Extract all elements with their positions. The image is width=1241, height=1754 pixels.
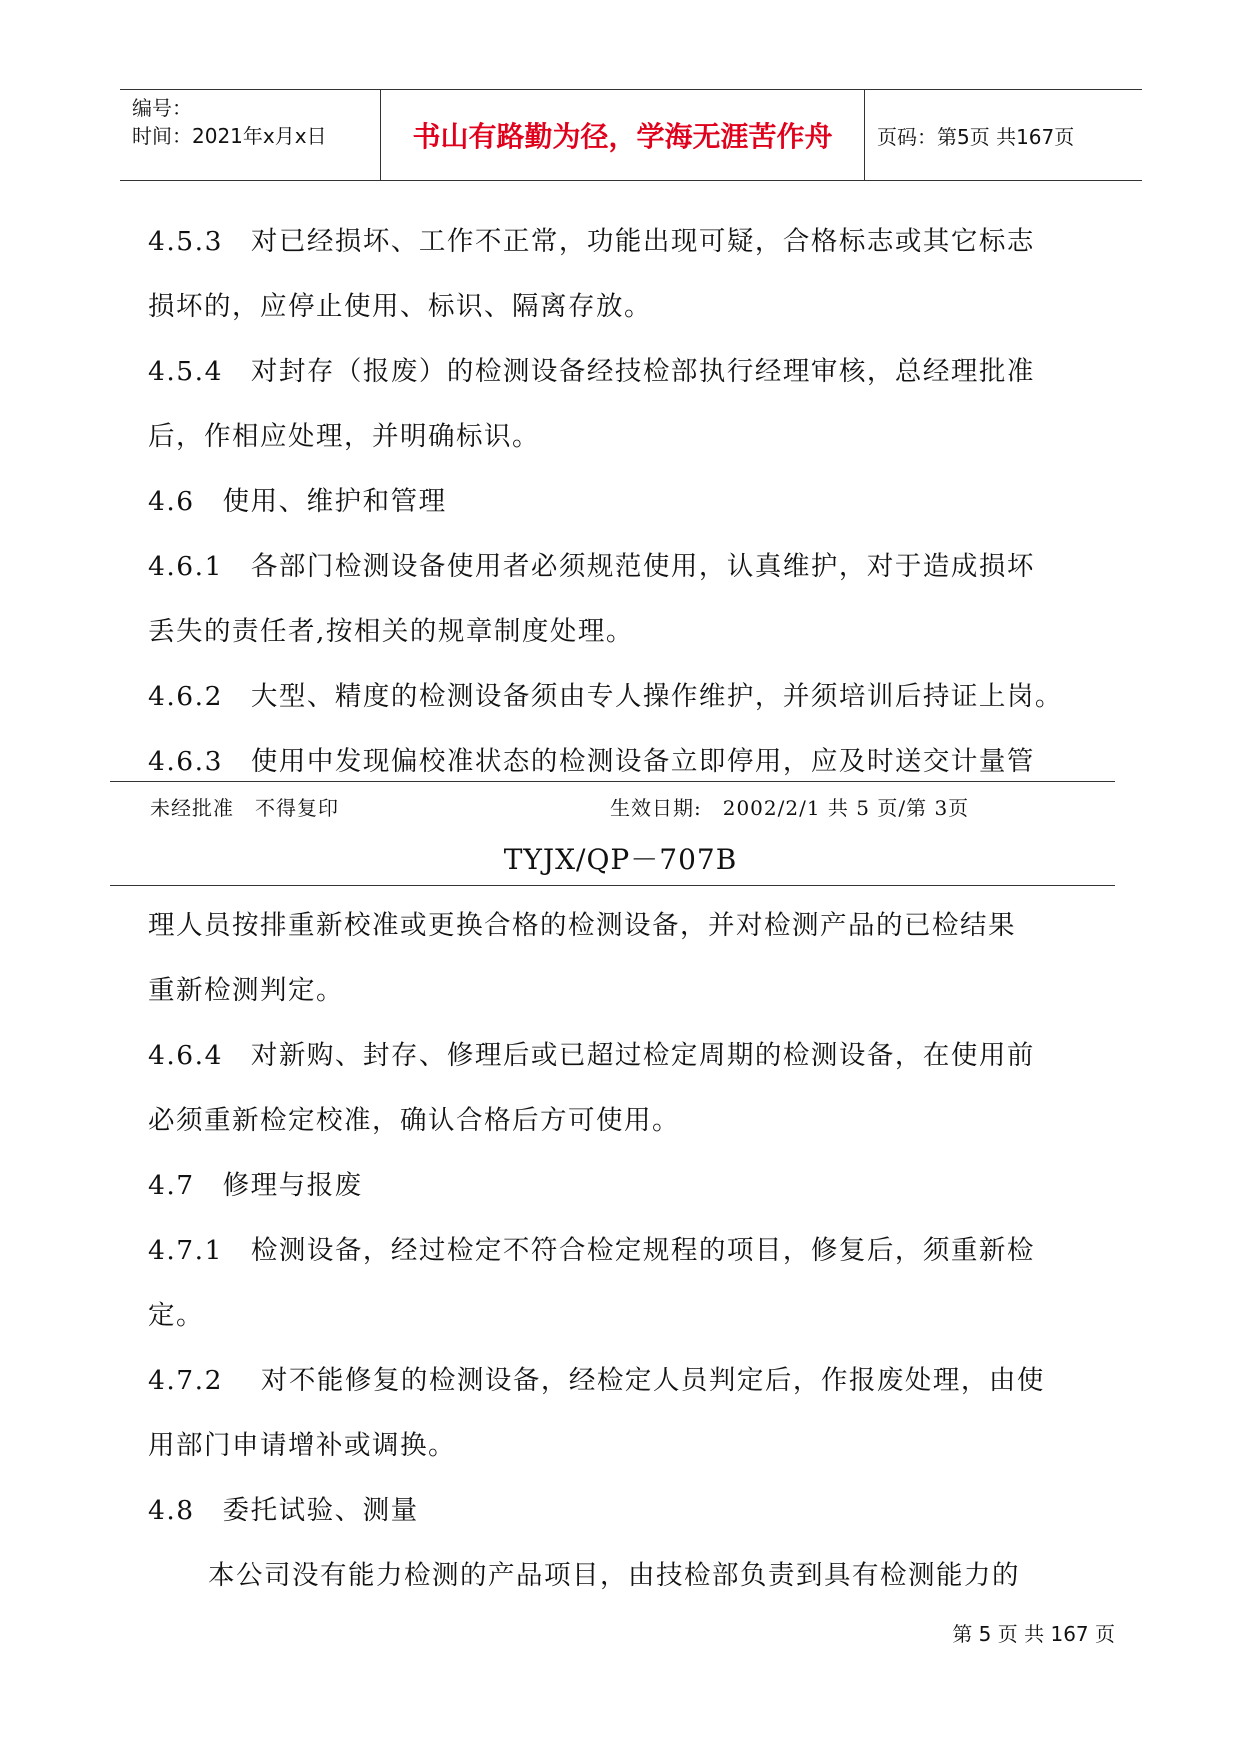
- effective-date: 生效日期: 2002/2/1 共 5 页/第 3页: [610, 796, 970, 820]
- paragraph-line: 4.7.1 检测设备，经过检定不符合检定规程的项目，修复后，须重新检: [148, 1235, 1035, 1266]
- paragraph-line: 定。: [148, 1300, 204, 1331]
- paragraph-line: 后，作相应处理，并明确标识。: [148, 421, 540, 452]
- paragraph-line: 4.6.1 各部门检测设备使用者必须规范使用，认真维护，对于造成损坏: [148, 551, 1035, 582]
- paragraph-line: 4.6.3 使用中发现偏校准状态的检测设备立即停用，应及时送交计量管: [148, 746, 1035, 777]
- page-number-footer: 第 5 页 共 167 页: [952, 1622, 1115, 1646]
- copy-restriction: 未经批准 不得复印: [150, 796, 339, 820]
- page-divider-top: [110, 781, 1115, 782]
- paragraph-line: 必须重新检定校准，确认合格后方可使用。: [148, 1105, 680, 1136]
- section-heading: 4.6 使用、维护和管理: [148, 486, 447, 517]
- motto: 书山有路勤为径，学海无涯苦作舟: [380, 90, 865, 180]
- paragraph-line: 理人员按排重新校准或更换合格的检测设备，并对检测产品的已检结果: [148, 910, 1016, 941]
- paragraph-line: 丢失的责任者,按相关的规章制度处理。: [148, 616, 634, 647]
- paragraph-line: 用部门申请增补或调换。: [148, 1430, 456, 1461]
- paragraph-line: 4.6.4 对新购、封存、修理后或已超过检定周期的检测设备，在使用前: [148, 1040, 1035, 1071]
- inner-page-footer: [150, 792, 1050, 821]
- page-info: 页码：第5页 共167页: [877, 124, 1075, 149]
- paragraph-line: 4.5.4 对封存（报废）的检测设备经技检部执行经理审核，总经理批准: [148, 356, 1035, 387]
- paragraph-line: 4.7.2 对不能修复的检测设备，经检定人员判定后，作报废处理，由使: [148, 1365, 1045, 1396]
- paragraph-line: 重新检测判定。: [148, 975, 344, 1006]
- document-header: [120, 89, 1142, 181]
- paragraph-line: 本公司没有能力检测的产品项目，由技检部负责到具有检测能力的: [208, 1560, 1020, 1591]
- body-section-2: [148, 893, 1114, 1608]
- paragraph-line: 4.5.3 对已经损坏、工作不正常，功能出现可疑，合格标志或其它标志: [148, 226, 1035, 257]
- page-divider-bottom: [110, 885, 1115, 886]
- number-label: 编号：: [132, 96, 192, 120]
- paragraph-line: 损坏的，应停止使用、标识、隔离存放。: [148, 291, 652, 322]
- paragraph-line: 4.6.2 大型、精度的检测设备须由专人操作维护，并须培训后持证上岗。: [148, 681, 1063, 712]
- time-label: 时间：2021年x月x日: [132, 124, 327, 148]
- body-section-1: [148, 209, 1114, 794]
- header-meta: [120, 90, 380, 180]
- section-heading: 4.7 修理与报废: [148, 1170, 363, 1201]
- document-code: TYJX/QP－707B: [503, 843, 738, 876]
- section-heading: 4.8 委托试验、测量: [148, 1495, 419, 1526]
